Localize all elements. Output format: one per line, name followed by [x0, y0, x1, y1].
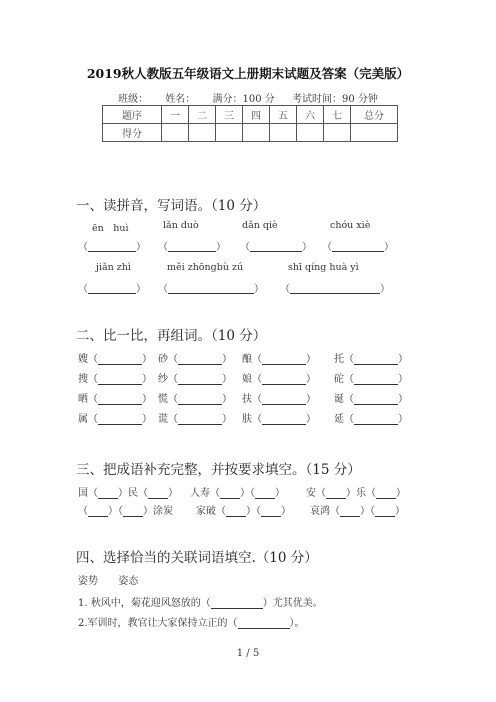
section3-heading: 三、把成语补充完整，并按要求填空。（15 分） — [76, 462, 361, 478]
answer-blank[interactable]: （ ） — [322, 242, 394, 253]
score-input-cell[interactable] — [324, 124, 351, 142]
pinyin-label: chóu xiè — [330, 220, 371, 231]
full-score-label: 满分：100 分 — [212, 94, 275, 105]
name-label: 姓名： — [165, 94, 196, 105]
compare-item[interactable]: 砂（ ） — [158, 354, 232, 365]
score-header-cell: 四 — [243, 106, 270, 124]
pinyin-label: jiǎn zhì — [96, 262, 131, 273]
score-table-score-row — [103, 124, 398, 142]
answer-blank[interactable]: （ ） — [158, 242, 226, 253]
section1-heading: 一、读拼音，写词语。（10 分） — [76, 198, 267, 214]
pinyin-label: měi zhōngbù zú — [167, 262, 244, 273]
section2-heading: 二、比一比，再组词。（10 分） — [76, 328, 267, 344]
class-label: 班级： — [118, 94, 149, 105]
pinyin-label: dǎn qiè — [242, 220, 278, 231]
compare-item[interactable]: 肤（ ） — [242, 414, 316, 425]
compare-item[interactable]: 搜（ ） — [78, 374, 152, 385]
compare-item[interactable]: 娘（ ） — [242, 374, 316, 385]
idiom-blank[interactable]: （ ）（ ）涂炭 — [78, 506, 173, 517]
score-input-cell[interactable] — [351, 124, 398, 142]
compare-item[interactable]: 属（ ） — [78, 414, 152, 425]
question-1[interactable]: 1. 秋风中，菊花迎风怒放的（ ）尤其优美。 — [78, 598, 323, 609]
idiom-blank[interactable]: 家破（ ）（ ） — [196, 506, 291, 517]
score-input-cell[interactable] — [270, 124, 297, 142]
score-header-cell: 题序 — [103, 106, 162, 124]
score-input-cell[interactable] — [162, 124, 189, 142]
pinyin-label: ēn huì — [92, 223, 129, 234]
score-input-cell[interactable] — [189, 124, 216, 142]
compare-item[interactable]: 嫂（ ） — [78, 354, 152, 365]
score-input-cell[interactable] — [216, 124, 243, 142]
score-header-cell: 七 — [324, 106, 351, 124]
compare-item[interactable]: 诞（ ） — [334, 394, 408, 405]
score-header-cell: 二 — [189, 106, 216, 124]
exam-info-line — [0, 90, 496, 105]
idiom-blank[interactable]: 人寿（ ）（ ） — [190, 488, 285, 499]
answer-blank[interactable]: （ ） — [240, 242, 312, 253]
pinyin-label: shī qíng huà yì — [288, 262, 359, 273]
idiom-blank[interactable]: 国（ ）民（ ） — [78, 488, 178, 499]
score-input-cell[interactable] — [243, 124, 270, 142]
compare-item[interactable]: 酿（ ） — [242, 354, 316, 365]
option-word: 姿势 — [78, 576, 98, 587]
score-header-cell: 总分 — [351, 106, 398, 124]
exam-time-label: 考试时间：90 分钟 — [291, 94, 378, 105]
section4-heading: 四、选择恰当的关联词语填空.（10 分） — [76, 550, 318, 566]
score-header-cell: 六 — [297, 106, 324, 124]
idiom-blank[interactable]: 哀鸿（ ）（ ） — [310, 506, 405, 517]
document-title: 2019秋人教版五年级语文上册期末试题及答案（完美版） — [86, 66, 410, 81]
word-options — [78, 572, 138, 587]
pinyin-label: lǎn duò — [163, 220, 199, 231]
question-2[interactable]: 2.军训时，教官让大家保持立正的（ ）。 — [78, 618, 305, 629]
answer-blank[interactable]: （ ） — [280, 284, 390, 295]
idiom-blank[interactable]: 安（ ）乐（ ） — [306, 488, 406, 499]
score-table — [102, 105, 398, 142]
page-number: 1 / 5 — [236, 648, 260, 659]
compare-item[interactable]: 晒（ ） — [78, 394, 152, 405]
compare-item[interactable]: 延（ ） — [334, 414, 408, 425]
answer-blank[interactable]: （ ） — [158, 284, 264, 295]
score-row-label: 得分 — [103, 124, 162, 142]
compare-item[interactable]: 慌（ ） — [158, 394, 232, 405]
compare-item[interactable]: 托（ ） — [334, 354, 408, 365]
score-input-cell[interactable] — [297, 124, 324, 142]
score-header-cell: 一 — [162, 106, 189, 124]
score-header-cell: 五 — [270, 106, 297, 124]
answer-blank[interactable]: （ ） — [78, 242, 146, 253]
compare-item[interactable]: 谎（ ） — [158, 414, 232, 425]
compare-item[interactable]: 扶（ ） — [242, 394, 316, 405]
compare-item[interactable]: 砣（ ） — [334, 374, 408, 385]
score-table-header-row — [103, 106, 398, 124]
compare-item[interactable]: 纱（ ） — [158, 374, 232, 385]
answer-blank[interactable]: （ ） — [78, 284, 146, 295]
score-header-cell: 三 — [216, 106, 243, 124]
option-word: 姿态 — [118, 576, 139, 587]
